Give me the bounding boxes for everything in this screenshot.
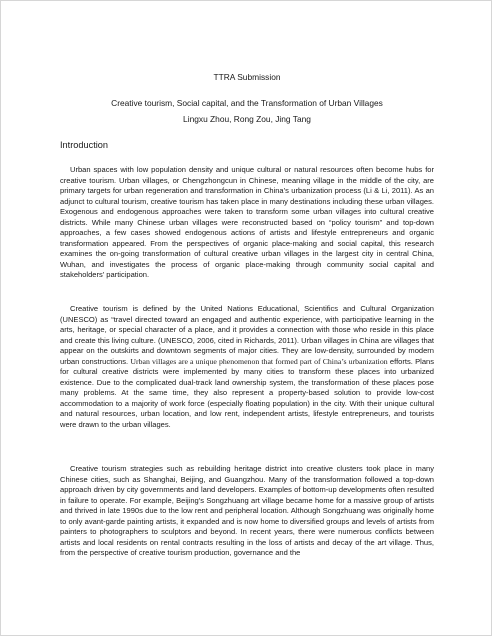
- paragraph-3: Creative tourism strategies such as rebuilding heritage district into creative clusters took place in many Chinese cities, such as Shanghai, Beijing, and Guangzhou. Many of the transformation followed a top-down approach driven by city governments and land developers. Examples of bottom-up developments often resulted in failure to operate. For example, Beijing’s Songzhuang art village became home for a massive group of artists and thrived in late 1990s due to the low rent and peripheral location. Although Songzhuang was originally home to only avant-garde painting artists, it expanded and is now home to diversified groups and levels of artists from painters to photographers to sculptors and beyond. In recent years, there were numerous conflicts between artists and local residents on rental contracts resulting in the loss of artists and decay of the art village. Thus, from the perspective of creative tourism production, governance and the: [60, 464, 434, 558]
- body-text-middle: [60, 304, 434, 438]
- paper-authors: Lingxu Zhou, Rong Zou, Jing Tang: [183, 114, 311, 124]
- paper-title: Creative tourism, Social capital, and the Transformation of Urban Villages: [111, 98, 383, 108]
- paragraph-2-serif-span: Urban villages are a unique phenomenon that formed part of China’s urbanization: [130, 356, 388, 366]
- section-heading: Introduction: [60, 140, 109, 150]
- submission-label: TTRA Submission: [213, 72, 281, 82]
- paragraph-2-part-1: Creative tourism is defined by the United Nations Educational, Scientifics and Cultural Organization (UNESCO) as “travel directed toward an engaged and authentic experience, with participative learning in the arts, heritage, or special character of a place, and it provides a connection with those who reside in this place and create this living culture. (UNESCO, 2006, cited in Richards, 2011). Urban villages in China are villages that appear on the outskirts and downtown segments of major cities. They are low-density, surrounded by modern urban constructions.: [60, 304, 434, 366]
- paragraph-2-part-2: efforts. Plans for cultural creative districts were implemented by many cities to transform these places into urbanized existence. Due to the complicated dual-track land ownership system, the transformation of these places pose many problems. At the same time, they also represent a property-based solution to provide low-cost accommodation to a majority of work force (especially floating population) in the city. With their unique cultural and natural resources, urban location, and low rent, independent artists, lifestyle entrepreneurs, and tourists were drawn to the urban villages.: [60, 356, 434, 430]
- body-text-bottom: [60, 464, 434, 566]
- body-text-top: [60, 165, 434, 288]
- paragraph-2: [60, 304, 434, 431]
- paragraph-1: Urban spaces with low population density and unique cultural or natural resources often become hubs for creative tourism. Urban villages, or Chengzhongcun in Chinese, meaning village in the middle of the city, are primary targets for urban regeneration and transformation in China’s urbanization process (Li & Li, 2011). As an adjunct to cultural tourism, creative tourism has taken place in many destinations including these urban villages. Exogenous and endogenous approaches were taken to transform some urban villages into cultural creative districts. While many Chinese urban villages were reconstructed based on “policy tourism” and top-down approaches, a few cases showed endogenous actions of artists and lifestyle entrepreneurs and organic transformation appeared. From the perspectives of organic place-making and social capital, this research examines the on-going transformation of cultural creative urban villages in the largest city in central China, Wuhan, and investigates the process of organic place-making through community social capital and stakeholders’ participation.: [60, 165, 434, 280]
